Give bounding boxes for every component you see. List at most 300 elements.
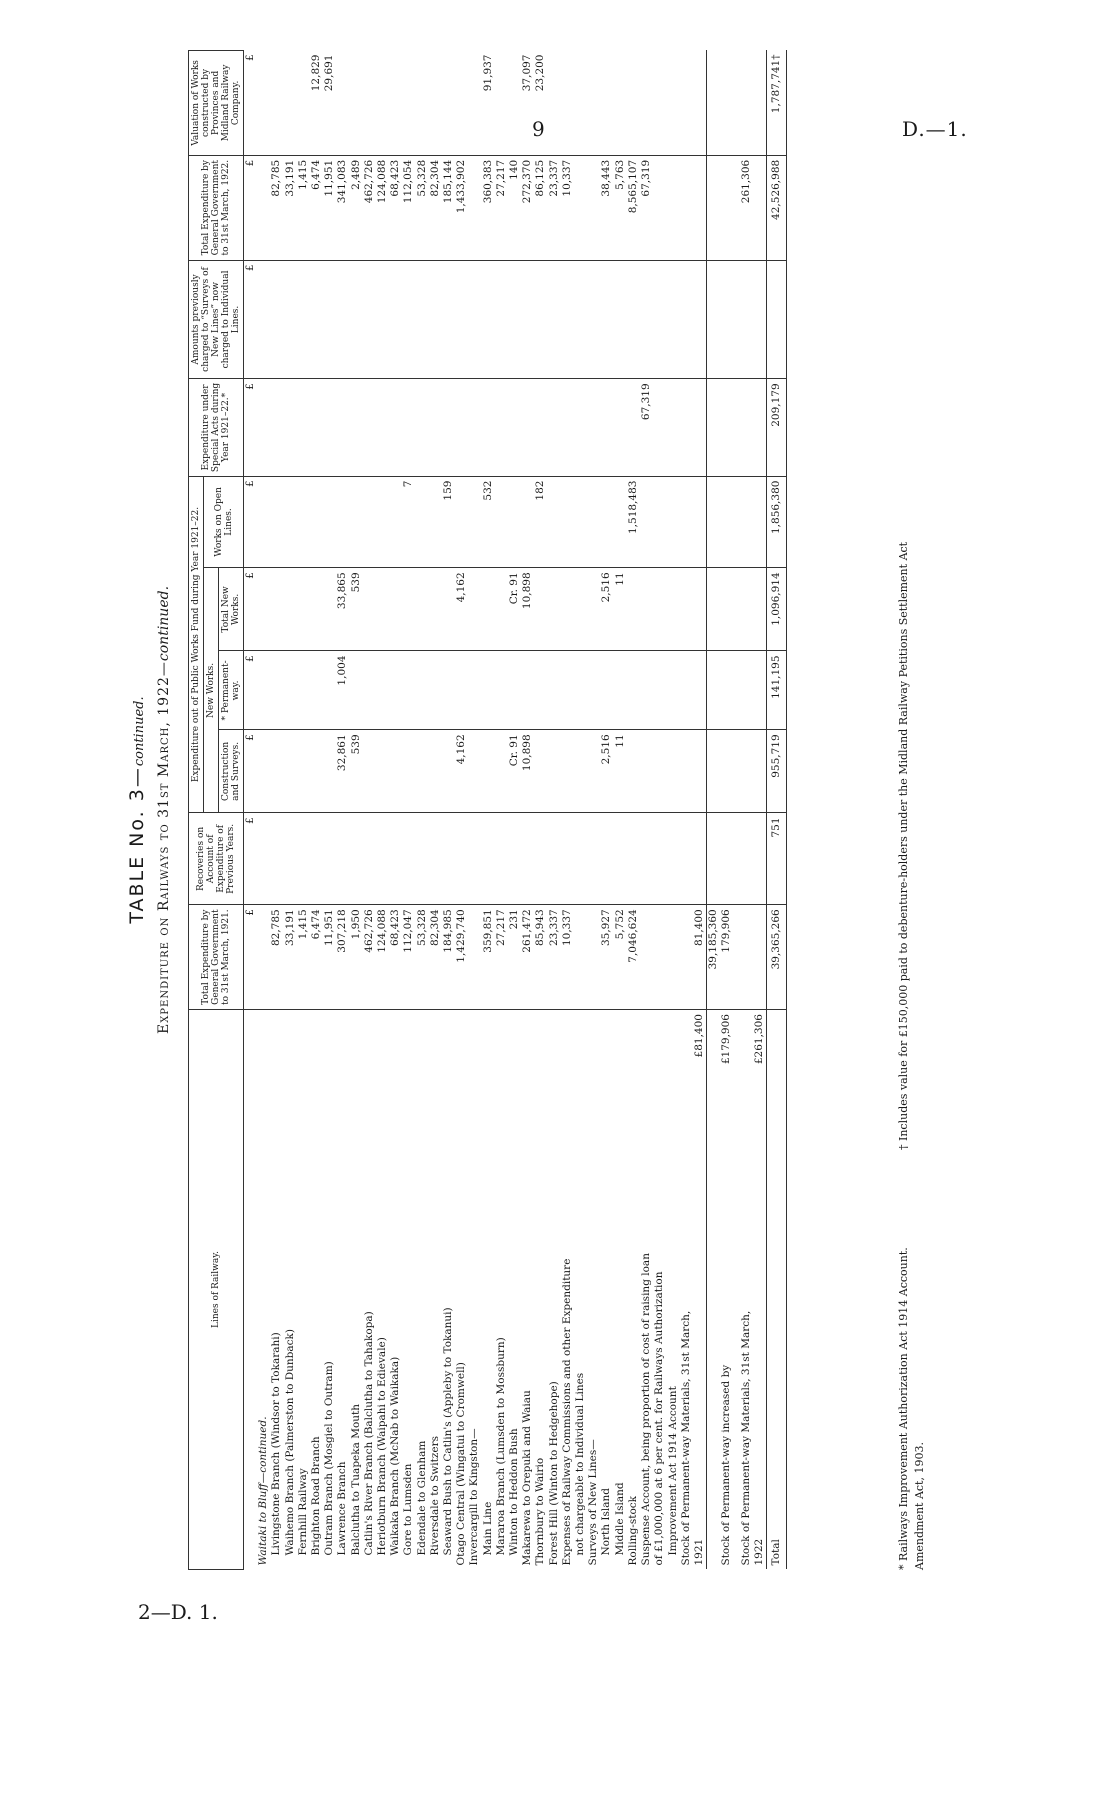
row-value <box>548 651 561 730</box>
row-value: 124,088 <box>376 155 389 260</box>
row-value <box>270 651 283 730</box>
table-title: TABLE No. 3—continued. <box>126 696 148 924</box>
row-value <box>257 260 270 379</box>
row-value <box>429 260 442 379</box>
table-row <box>376 51 389 1570</box>
row-value <box>284 51 297 156</box>
row-value <box>680 260 693 379</box>
row-value <box>753 905 767 1010</box>
row-value <box>323 476 336 568</box>
table-row <box>627 51 640 1570</box>
row-value <box>548 730 561 813</box>
row-value <box>402 260 415 379</box>
row-value <box>574 813 587 905</box>
row-value <box>693 651 707 730</box>
row-value <box>534 813 547 905</box>
row-label: Mararoa Branch (Lumsden to Mossburn) <box>495 1010 508 1570</box>
row-value <box>753 476 767 568</box>
row-value: 462,726 <box>363 905 376 1010</box>
row-value <box>257 51 270 156</box>
row-value <box>257 155 270 260</box>
table-row <box>257 51 270 1570</box>
row-value <box>574 51 587 156</box>
row-value: 1,429,740 <box>455 905 468 1010</box>
row-label: Balclutha to Tuapeka Mouth <box>350 1010 363 1570</box>
row-value <box>680 730 693 813</box>
row-value: 5,752 <box>614 905 627 1010</box>
table-row <box>640 51 653 1570</box>
row-value <box>627 260 640 379</box>
row-value: 11 <box>614 730 627 813</box>
row-value <box>442 379 455 476</box>
row-value <box>707 568 721 651</box>
row-value: 209,179 <box>766 379 786 476</box>
row-value <box>257 379 270 476</box>
row-value <box>740 905 753 1010</box>
table-row <box>548 51 561 1570</box>
row-value: 82,304 <box>429 155 442 260</box>
row-value: 68,423 <box>389 905 402 1010</box>
table-row <box>442 51 455 1570</box>
row-value <box>521 651 534 730</box>
row-value <box>376 379 389 476</box>
row-value <box>720 813 733 905</box>
row-value <box>600 651 613 730</box>
row-value: 23,200 <box>534 54 547 92</box>
row-value: 2,516 <box>600 568 613 651</box>
row-value <box>442 730 455 813</box>
row-value <box>257 476 270 568</box>
row-value <box>297 379 310 476</box>
row-value: 23,337 <box>548 905 561 1010</box>
row-label: Edendale to Glenham <box>416 1010 429 1570</box>
row-value <box>416 813 429 905</box>
row-value <box>521 813 534 905</box>
row-value <box>363 651 376 730</box>
page-number: 9 <box>532 117 545 141</box>
table-subtitle: Expenditure on Railways to 31st March, 1922—continued. <box>156 585 172 1035</box>
row-value <box>495 651 508 730</box>
table-row <box>402 51 415 1570</box>
row-value <box>587 905 600 1010</box>
row-value <box>270 379 283 476</box>
row-label: Lawrence Branch <box>336 1010 349 1570</box>
row-value: 159 <box>442 476 455 568</box>
row-value <box>416 51 429 156</box>
table-row <box>416 51 429 1570</box>
row-value <box>270 51 283 156</box>
col-special-acts: Expenditure under Special Acts during Year 1921–22.* <box>189 379 244 476</box>
row-value: 539 <box>350 730 363 813</box>
row-value <box>614 379 627 476</box>
row-value <box>508 260 521 379</box>
row-value <box>429 730 442 813</box>
row-value <box>740 379 753 476</box>
row-value <box>653 730 666 813</box>
row-value <box>284 568 297 651</box>
row-value <box>707 51 721 156</box>
row-value <box>753 813 767 905</box>
row-value <box>614 651 627 730</box>
row-value <box>521 476 534 568</box>
row-label: Stock of Permanent-way increased by £179,906 <box>720 1010 733 1570</box>
stock-1922-row-b <box>753 51 767 1570</box>
stock-1922-row <box>740 51 753 1570</box>
row-value <box>653 379 666 476</box>
row-value <box>376 813 389 905</box>
row-value <box>468 813 481 905</box>
table-row <box>600 51 613 1570</box>
row-value <box>310 651 323 730</box>
row-value <box>376 260 389 379</box>
row-value <box>482 379 495 476</box>
row-value <box>680 568 693 651</box>
table-row <box>323 51 336 1570</box>
row-value <box>363 379 376 476</box>
row-value: 1,096,914 <box>766 568 786 651</box>
row-value <box>442 51 455 156</box>
row-value <box>310 260 323 379</box>
expenditure-table <box>188 50 787 1570</box>
row-value <box>402 813 415 905</box>
row-value <box>429 379 442 476</box>
row-value <box>600 476 613 568</box>
row-value <box>587 155 600 260</box>
row-value <box>323 651 336 730</box>
table-row <box>495 51 508 1570</box>
row-value <box>707 651 721 730</box>
row-value <box>753 51 767 156</box>
row-label: Otago Central (Wingatui to Cromwell) <box>455 1010 468 1570</box>
row-value <box>495 379 508 476</box>
row-value <box>455 476 468 568</box>
row-value <box>376 730 389 813</box>
row-value <box>534 379 547 476</box>
row-value: 462,726 <box>363 155 376 260</box>
row-value: 2,516 <box>600 730 613 813</box>
row-value: 532 <box>482 476 495 568</box>
row-value <box>257 905 270 1010</box>
row-value <box>574 260 587 379</box>
row-label: Expenses of Railway Commissions and other Expenditure <box>561 1010 574 1570</box>
row-value <box>429 476 442 568</box>
row-value <box>402 379 415 476</box>
row-value: 307,218 <box>336 905 349 1010</box>
row-value <box>614 813 627 905</box>
row-label: Makarewa to Orepuki and Waiau <box>521 1010 534 1570</box>
row-label: Fernhill Railway <box>297 1010 310 1570</box>
col-permanent-way: * Permanent-way. <box>219 651 244 730</box>
row-value: 85,943 <box>534 905 547 1010</box>
row-value: 7,046,624 <box>627 905 640 1010</box>
table-row <box>336 51 349 1570</box>
row-value <box>363 730 376 813</box>
col-total-new: Total New Works. <box>219 568 244 651</box>
row-label: 1921 £81,400 <box>693 1010 707 1570</box>
row-value: 1,950 <box>350 905 363 1010</box>
row-value <box>336 476 349 568</box>
row-value <box>707 730 721 813</box>
row-value <box>416 651 429 730</box>
row-value <box>753 155 767 260</box>
row-value: 184,985 <box>442 905 455 1010</box>
row-value <box>402 568 415 651</box>
row-label: of £1,000,000 at 6 per cent. for Railways Authorization <box>653 1010 666 1570</box>
row-value <box>270 568 283 651</box>
row-value <box>720 260 733 379</box>
row-value <box>297 651 310 730</box>
row-value <box>482 813 495 905</box>
row-value <box>667 730 680 813</box>
row-value <box>653 260 666 379</box>
table-row <box>680 51 693 1570</box>
row-value <box>561 813 574 905</box>
col-open-lines: Works on Open Lines. <box>204 476 244 568</box>
row-label <box>707 1010 721 1570</box>
row-value: 29,691 <box>323 54 336 92</box>
row-value <box>574 155 587 260</box>
row-value <box>310 730 323 813</box>
row-value <box>720 379 733 476</box>
row-value: 272,370 <box>521 155 534 260</box>
row-value <box>653 51 666 156</box>
table-row <box>455 51 468 1570</box>
row-value: 82,785 <box>270 155 283 260</box>
row-value <box>667 568 680 651</box>
row-value <box>495 730 508 813</box>
row-value <box>389 51 402 156</box>
row-value <box>495 260 508 379</box>
table-row <box>653 51 666 1570</box>
row-value: Cr. 91 <box>508 568 521 651</box>
row-value <box>350 260 363 379</box>
table-row <box>667 51 680 1570</box>
row-label: Middle Island <box>614 1010 627 1570</box>
col-valuation: Valuation of Works constructed by Provinces and Midland Railway Company. <box>189 51 244 156</box>
row-value: 6,474 <box>310 155 323 260</box>
row-value <box>389 730 402 813</box>
row-value <box>548 260 561 379</box>
row-value <box>468 568 481 651</box>
row-value <box>653 651 666 730</box>
row-value <box>640 260 653 379</box>
row-value <box>416 260 429 379</box>
units-row: £ £ £ £ £ £ £ £ £ £ <box>244 51 258 1570</box>
row-value <box>442 568 455 651</box>
row-value <box>561 51 574 156</box>
table-row <box>693 51 707 1570</box>
row-value: 1,856,380 <box>766 476 786 568</box>
row-value: 67,319 <box>640 379 653 476</box>
row-value <box>363 51 376 156</box>
total-row <box>766 51 786 1570</box>
row-value: 112,047 <box>402 905 415 1010</box>
row-label: Waikaka Branch (McNab to Waikaka) <box>389 1010 402 1570</box>
row-value <box>429 813 442 905</box>
row-value <box>455 379 468 476</box>
row-value <box>402 651 415 730</box>
row-value <box>667 905 680 1010</box>
row-value <box>707 379 721 476</box>
row-value <box>653 813 666 905</box>
row-value <box>766 260 786 379</box>
row-label: Rolling-stock <box>627 1010 640 1570</box>
row-label: Suspense Account, being proportion of cost of raising loan <box>640 1010 653 1570</box>
row-value <box>521 379 534 476</box>
row-value <box>336 379 349 476</box>
row-label: Seaward Bush to Catlin's (Appleby to Tokanui) <box>442 1010 455 1570</box>
row-value <box>270 813 283 905</box>
row-value <box>561 379 574 476</box>
row-value <box>482 730 495 813</box>
row-value <box>376 51 389 156</box>
row-value <box>574 476 587 568</box>
row-value <box>442 260 455 379</box>
row-value <box>468 155 481 260</box>
row-value <box>600 260 613 379</box>
table-row <box>363 51 376 1570</box>
table-body <box>244 51 787 1570</box>
row-value <box>495 813 508 905</box>
row-value <box>627 813 640 905</box>
table-row <box>297 51 310 1570</box>
row-label: Stock of Permanent-way Materials, 31st March, <box>740 1010 753 1570</box>
row-value <box>389 260 402 379</box>
row-value <box>548 568 561 651</box>
row-value <box>376 651 389 730</box>
row-value <box>627 379 640 476</box>
row-value <box>561 730 574 813</box>
table-row <box>521 51 534 1570</box>
row-value <box>600 379 613 476</box>
row-value <box>707 260 721 379</box>
row-value <box>680 379 693 476</box>
row-value: 1,415 <box>297 905 310 1010</box>
row-label: not chargeable to Individual Lines <box>574 1010 587 1570</box>
row-value <box>574 905 587 1010</box>
col-pwf-group: Expenditure out of Public Works Fund during Year 1921–22. <box>189 476 204 813</box>
row-value <box>297 476 310 568</box>
row-value <box>667 51 680 156</box>
row-value: 38,443 <box>600 155 613 260</box>
table-row <box>574 51 587 1570</box>
row-value <box>548 379 561 476</box>
row-value <box>707 813 721 905</box>
row-value <box>720 651 733 730</box>
row-value <box>720 51 733 156</box>
row-value <box>284 379 297 476</box>
row-value <box>310 476 323 568</box>
row-value <box>587 568 600 651</box>
sheet-mark: 2—D. 1. <box>138 1600 218 1624</box>
row-value: 27,217 <box>495 155 508 260</box>
row-value <box>614 476 627 568</box>
row-value <box>402 730 415 813</box>
row-value <box>257 730 270 813</box>
row-value <box>297 51 310 156</box>
row-value <box>257 568 270 651</box>
row-value <box>310 813 323 905</box>
row-value: 10,898 <box>521 730 534 813</box>
table-row <box>587 51 600 1570</box>
document-reference: D.—1. <box>902 117 968 141</box>
row-value: 10,898 <box>521 568 534 651</box>
row-value <box>284 260 297 379</box>
row-value <box>534 260 547 379</box>
row-value: 539 <box>350 568 363 651</box>
row-value <box>402 51 415 156</box>
row-value <box>284 813 297 905</box>
row-value <box>310 379 323 476</box>
row-value <box>653 905 666 1010</box>
row-value <box>548 813 561 905</box>
row-value: 261,472 <box>521 905 534 1010</box>
row-value <box>468 905 481 1010</box>
row-value: 231 <box>508 905 521 1010</box>
row-label: Winton to Heddon Bush <box>508 1010 521 1570</box>
row-value <box>680 51 693 156</box>
row-value: 37,097 <box>521 54 534 92</box>
row-value <box>416 476 429 568</box>
row-value <box>667 813 680 905</box>
row-value <box>389 379 402 476</box>
row-value <box>680 651 693 730</box>
row-value <box>653 476 666 568</box>
row-value <box>508 651 521 730</box>
row-value <box>257 651 270 730</box>
row-value <box>667 260 680 379</box>
row-value: 182 <box>534 476 547 568</box>
row-value <box>389 476 402 568</box>
row-value: 140 <box>508 155 521 260</box>
col-recoveries: Recoveries on Account of Expenditure of Previous Years. <box>189 813 244 905</box>
row-label: North Island <box>600 1010 613 1570</box>
row-value <box>455 651 468 730</box>
row-value: 1,415 <box>297 155 310 260</box>
row-value <box>753 568 767 651</box>
row-value: 12,829 <box>310 54 323 92</box>
row-value <box>323 379 336 476</box>
row-value <box>468 379 481 476</box>
row-label: Heriotburn Branch (Waipahi to Edievale) <box>376 1010 389 1570</box>
row-value <box>587 260 600 379</box>
row-value <box>495 51 508 156</box>
col-construction: Construction and Surveys. <box>219 730 244 813</box>
row-value <box>693 730 707 813</box>
row-value: 10,337 <box>561 155 574 260</box>
row-value <box>508 51 521 156</box>
stock-increase-row <box>720 51 733 1570</box>
row-value: 7 <box>402 476 415 568</box>
row-value <box>667 476 680 568</box>
row-value <box>468 730 481 813</box>
row-value <box>627 651 640 730</box>
row-value <box>740 51 753 156</box>
row-value <box>627 568 640 651</box>
subtotal-row <box>707 51 721 1570</box>
row-value: 39,185,360 <box>707 905 721 1010</box>
row-value <box>587 476 600 568</box>
row-value <box>587 813 600 905</box>
row-label: Catlin's River Branch (Balclutha to Tahakopa) <box>363 1010 376 1570</box>
row-value: 8,565,107 <box>627 155 640 260</box>
row-value <box>389 651 402 730</box>
table-row <box>468 51 481 1570</box>
row-value: 11 <box>614 568 627 651</box>
row-value: 185,144 <box>442 155 455 260</box>
col-previously-charged: Amounts previously charged to “Surveys of New Lines” now charged to Individual Lines. <box>189 260 244 379</box>
row-value <box>482 568 495 651</box>
